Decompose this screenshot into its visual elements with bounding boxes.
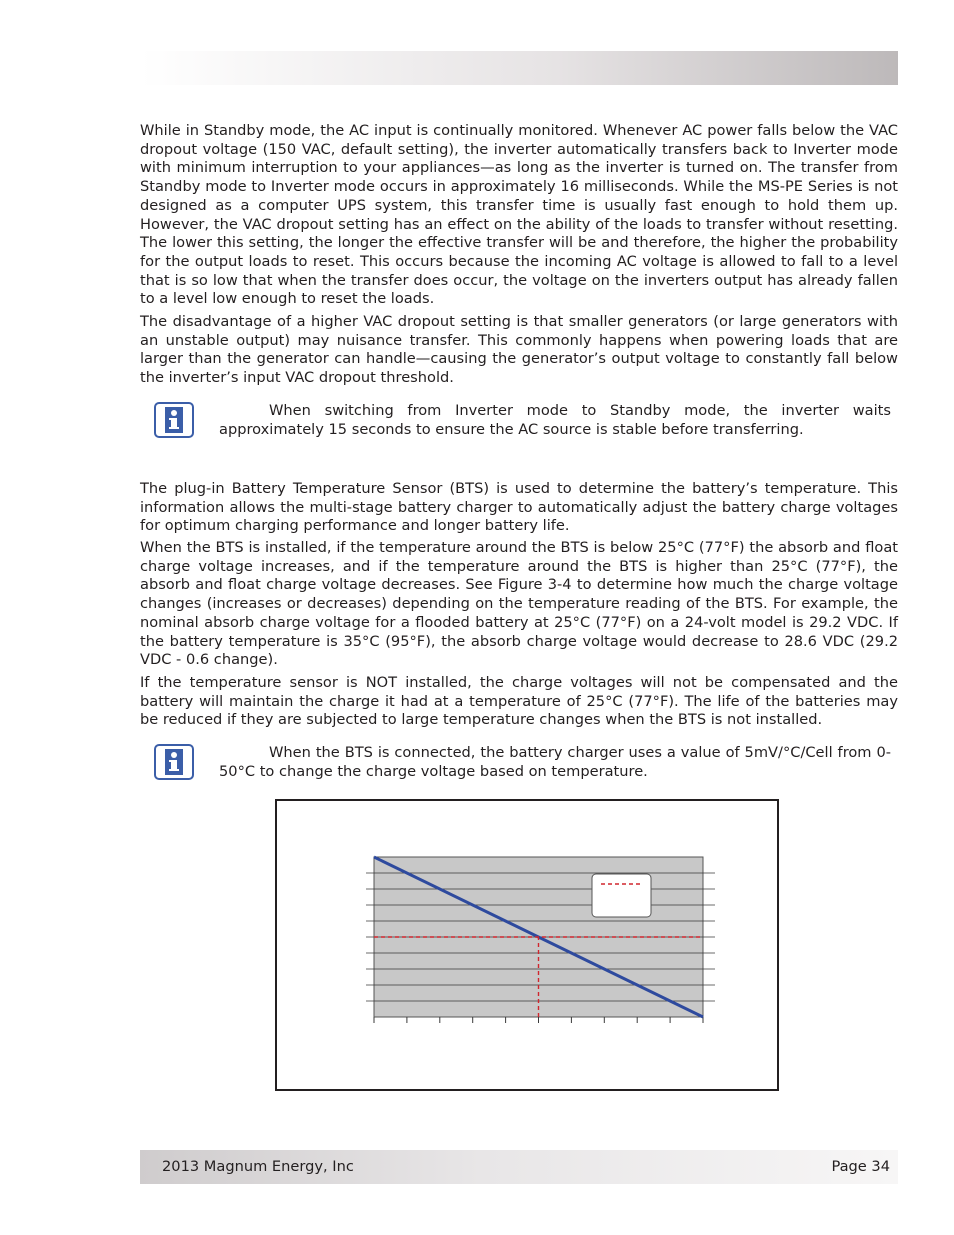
bts-chart [277, 801, 777, 1089]
paragraph-standby-transfer: While in Standby mode, the AC input is continually monitored. Whenever AC power falls below the VAC dropout voltage (150 VAC, default setting), the inverter automatically transfers back to Inverter mode with minimum interruption to your appliances—as long as the inverter is turned on. The transfer from Standby mode to Inverter mode occurs in approximately 16 milliseconds. While the MS-PE Series is not designed as a computer UPS system, this transfer time is usually fast enough to hold them up. However, the VAC dropout setting has an effect on the ability of the loads to transfer without resetting. The lower this setting, the longer the effective transfer will be and therefore, the higher the probability for the output loads to reset. This occurs because the incoming AC voltage is allowed to fall to a level that is so low that when the transfer does occur, the voltage on the inverters output has already fallen to a level low enough to reset the loads. [140, 122, 898, 308]
footer-copyright: 2013 Magnum Energy, Inc [162, 1158, 354, 1175]
note-bts-rate-text: When the BTS is connected, the battery charger uses a value of 5mV/°C/Cell from 0-50°C to change the charge voltage based on temperature. [219, 744, 891, 780]
bts-chart-figure [275, 799, 779, 1091]
header-bar [140, 51, 898, 85]
paragraph-bts-installed: When the BTS is installed, if the temperature around the BTS is below 25°C (77°F) the absorb and float charge voltage increases, and if the temperature around the BTS is higher than 25°C (77°F), the absorb and float charge voltage decreases. See Figure 3-4 to determine how much the charge voltage changes (increases or decreases) depending on the temperature reading of the BTS. For example, the nominal absorb charge voltage for a flooded battery at 25°C (77°F) on a 24-volt model is 29.2 VDC. If the battery temperature is 35°C (95°F), the absorb charge voltage would decrease to 28.6 VDC (29.2 VDC - 0.6 change). [140, 539, 898, 669]
note-standby-wait-text: When switching from Inverter mode to Standby mode, the inverter waits approximately 15 seconds to ensure the AC source is stable before transferring. [219, 402, 891, 438]
info-icon [154, 402, 194, 438]
page-number: Page 34 [831, 1158, 890, 1175]
paragraph-bts-not-installed: If the temperature sensor is NOT installed, the charge voltages will not be compensated and the battery will maintain the charge it had at a temperature of 25°C (77°F). The life of the batteries may be reduced if they are subjected to large temperature changes when the BTS is not installed. [140, 674, 898, 729]
note-standby-wait [219, 401, 891, 439]
paragraph-bts-intro: The plug-in Battery Temperature Sensor (BTS) is used to determine the battery’s temperature. This information allows the multi-stage battery charger to automatically adjust the battery charge voltages for optimum charging performance and longer battery life. [140, 480, 898, 535]
note-bts-rate [219, 743, 891, 781]
paragraph-dropout-disadvantage: The disadvantage of a higher VAC dropout setting is that smaller generators (or large generators with an unstable output) may nuisance transfer. This commonly happens when powering loads that are larger than the generator can handle—causing the generator’s output voltage to constantly fall below the inverter’s input VAC dropout threshold. [140, 313, 898, 387]
info-icon [154, 744, 194, 780]
chart-legend [592, 874, 651, 917]
footer-bar [140, 1150, 898, 1184]
